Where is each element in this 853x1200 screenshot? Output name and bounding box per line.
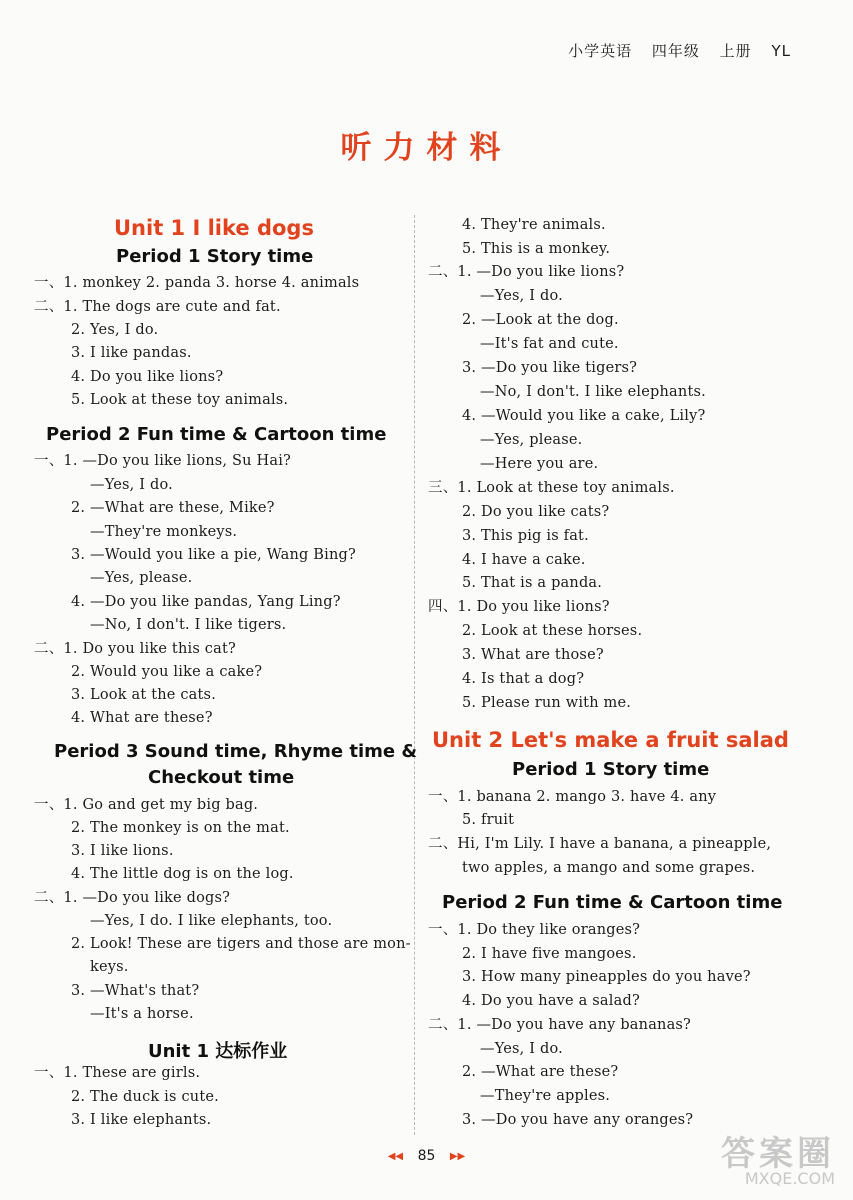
listening-line: two apples, a mango and some grapes. [462, 860, 756, 876]
listening-line: 2. The monkey is on the mat. [71, 820, 290, 836]
listening-line: 2. —What are these, Mike? [71, 500, 275, 516]
listening-line: 4. Do you have a salad? [462, 993, 640, 1009]
listening-line: 4. Do you like lions? [71, 369, 224, 385]
listening-line: 3. —Do you like tigers? [462, 360, 638, 376]
column-divider [414, 215, 415, 1135]
unit1-period2-heading: Period 2 Fun time & Cartoon time [46, 424, 387, 445]
page-header [554, 40, 791, 61]
listening-line: —They're apples. [480, 1088, 611, 1104]
listening-line: 3. How many pineapples do you have? [462, 969, 751, 985]
listening-line: —Yes, I do. [480, 288, 563, 304]
listening-line: —Yes, I do. [480, 1041, 563, 1057]
listening-line: keys. [90, 959, 129, 975]
listening-line: 4. The little dog is on the log. [71, 866, 294, 882]
unit2-period2-heading: Period 2 Fun time & Cartoon time [442, 892, 783, 913]
unit2-period1-heading: Period 1 Story time [512, 759, 710, 780]
listening-line: 2. Look at these horses. [462, 623, 643, 639]
listening-line: 二、Hi, I'm Lily. I have a banana, a pineapple, [428, 836, 772, 852]
listening-line: 4. What are these? [71, 710, 213, 726]
listening-line: —Yes, please. [480, 432, 583, 448]
listening-line: —No, I don't. I like tigers. [90, 617, 287, 633]
unit1-period1-heading: Period 1 Story time [116, 246, 314, 267]
listening-line: 一、1. These are girls. [34, 1065, 201, 1081]
listening-line: —It's fat and cute. [480, 336, 619, 352]
listening-line: 5. fruit [462, 812, 515, 828]
header-volume: 上册 [719, 42, 752, 60]
listening-line: —Here you are. [480, 456, 599, 472]
listening-line: 一、1. banana 2. mango 3. have 4. any [428, 789, 717, 805]
listening-line: 2. Yes, I do. [71, 322, 159, 338]
listening-line: 一、1. monkey 2. panda 3. horse 4. animals [34, 275, 360, 291]
listening-line: 二、1. The dogs are cute and fat. [34, 299, 281, 315]
listening-line: 3. —Do you have any oranges? [462, 1112, 694, 1128]
listening-line: 2. —Look at the dog. [462, 312, 619, 328]
listening-line: 4. I have a cake. [462, 552, 586, 568]
listening-line: 2. Do you like cats? [462, 504, 610, 520]
listening-line: 3. —What's that? [71, 983, 200, 999]
listening-line: 3. What are those? [462, 647, 604, 663]
listening-line: —It's a horse. [90, 1006, 194, 1022]
header-subject: 小学英语 [568, 42, 633, 60]
listening-line: 4. Is that a dog? [462, 671, 585, 687]
listening-line: —Yes, please. [90, 570, 193, 586]
listening-line: 2. The duck is cute. [71, 1089, 219, 1105]
listening-line: 2. Would you like a cake? [71, 664, 263, 680]
next-page-icon: ▶▶ [449, 1150, 466, 1162]
page-number: 85 [417, 1148, 436, 1164]
listening-line: 一、1. Go and get my big bag. [34, 797, 259, 813]
unit2-heading: Unit 2 Let's make a fruit salad [432, 728, 789, 752]
listening-line: —No, I don't. I like elephants. [480, 384, 706, 400]
listening-line: 二、1. Do you like this cat? [34, 641, 236, 657]
unit1-heading: Unit 1 I like dogs [114, 216, 314, 240]
watermark-logo [721, 1126, 835, 1188]
listening-line: 三、1. Look at these toy animals. [428, 480, 675, 496]
listening-line: 一、1. Do they like oranges? [428, 922, 641, 938]
listening-line: 2. I have five mangoes. [462, 946, 637, 962]
listening-line: 3. This pig is fat. [462, 528, 589, 544]
listening-line: 二、1. —Do you like lions? [428, 264, 625, 280]
unit1-period3-heading-cont: Checkout time [148, 767, 295, 788]
listening-line: 5. This is a monkey. [462, 241, 611, 257]
header-edition: YL [771, 42, 791, 60]
prev-page-icon: ◀◀ [387, 1150, 404, 1162]
listening-line: —Yes, I do. [90, 477, 173, 493]
watermark-text: 答案圈 [721, 1134, 835, 1174]
listening-line: 四、1. Do you like lions? [428, 599, 610, 615]
listening-line: 3. —Would you like a pie, Wang Bing? [71, 547, 356, 563]
listening-line: 3. I like pandas. [71, 345, 192, 361]
listening-line: 5. That is a panda. [462, 575, 603, 591]
listening-line: 3. Look at the cats. [71, 687, 217, 703]
listening-line: 4. —Do you like pandas, Yang Ling? [71, 594, 341, 610]
listening-line: 2. Look! These are tigers and those are mon- [71, 936, 411, 952]
unit1-homework-heading: Unit 1 达标作业 [148, 1041, 288, 1062]
listening-line: 4. —Would you like a cake, Lily? [462, 408, 706, 424]
listening-line: 3. I like elephants. [71, 1112, 212, 1128]
page-title: 听力材料 [340, 130, 513, 166]
listening-line: 4. They're animals. [462, 217, 606, 233]
listening-line: —They're monkeys. [90, 524, 238, 540]
listening-line: 2. —What are these? [462, 1064, 619, 1080]
watermark-site: MXQE.COM [744, 1169, 835, 1188]
listening-line: 二、1. —Do you like dogs? [34, 890, 231, 906]
listening-line: 二、1. —Do you have any bananas? [428, 1017, 692, 1033]
listening-line: —Yes, I do. I like elephants, too. [90, 913, 333, 929]
header-grade: 四年级 [651, 42, 700, 60]
unit1-period3-heading: Period 3 Sound time, Rhyme time & [54, 741, 418, 762]
listening-line: 3. I like lions. [71, 843, 174, 859]
listening-line: 5. Look at these toy animals. [71, 392, 289, 408]
listening-line: 5. Please run with me. [462, 695, 632, 711]
listening-line: 一、1. —Do you like lions, Su Hai? [34, 453, 292, 469]
